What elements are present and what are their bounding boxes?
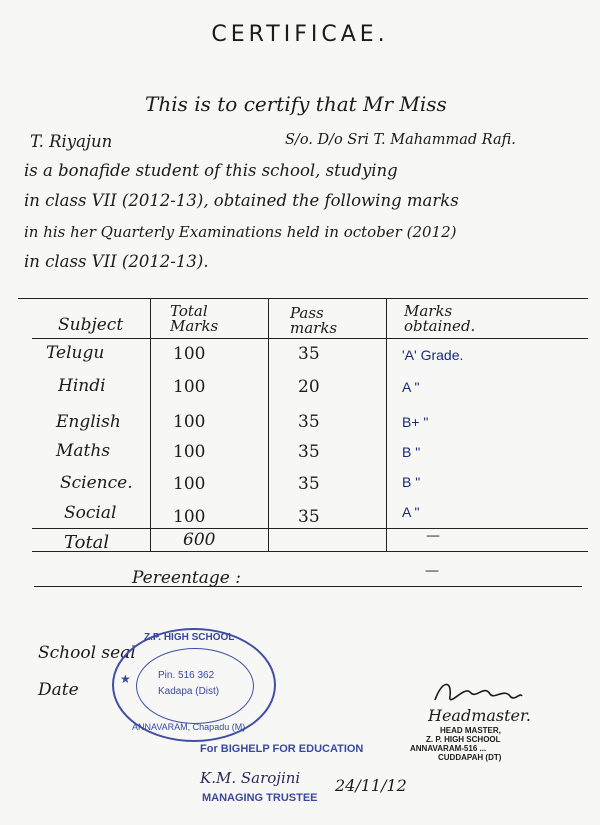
- col-rule-1: [150, 298, 151, 551]
- row-subject: Maths: [56, 441, 111, 461]
- table-bottom-rule: [32, 551, 588, 552]
- row-grade: B ": [402, 444, 421, 460]
- total-value: 600: [183, 530, 216, 550]
- star-icon: ★: [120, 672, 131, 686]
- seal-bottom-text: ANNAVARAM, Chapadu (M): [132, 722, 246, 732]
- body-line-4: in class VII (2012-13), obtained the following marks: [24, 191, 459, 210]
- seal-district: Kadapa (Dist): [158, 686, 220, 697]
- parent-name: S/o. D/o Sri T. Mahammad Rafi.: [285, 132, 516, 148]
- hm-stamp-line4: CUDDAPAH (DT): [438, 753, 502, 762]
- header-subject: Subject: [58, 315, 124, 335]
- row-pass: 20: [298, 377, 320, 397]
- certificate-title: CERTIFICAE.: [211, 22, 389, 47]
- trust-name: For BIGHELP FOR EDUCATION: [200, 743, 364, 755]
- percentage-value: —: [425, 563, 439, 579]
- body-line-6: in class VII (2012-13).: [24, 252, 209, 271]
- row-subject: Hindi: [58, 376, 106, 396]
- headmaster-label: Headmaster.: [428, 706, 531, 725]
- header-pass-marks: Pass marks: [290, 304, 338, 337]
- row-pass: 35: [298, 344, 320, 364]
- row-subject: Science.: [60, 473, 133, 493]
- row-grade: 'A' Grade.: [402, 347, 464, 363]
- col-rule-2: [268, 298, 269, 551]
- signed-date: 24/11/12: [335, 776, 407, 795]
- table-top-rule: [18, 298, 588, 299]
- row-total: 100: [173, 442, 206, 462]
- school-seal-stamp: [112, 628, 276, 742]
- table-header-rule: [32, 338, 588, 339]
- row-total: 100: [173, 412, 206, 432]
- header-total-marks: Total Marks: [170, 302, 219, 335]
- row-subject: Social: [64, 503, 117, 523]
- header-marks-obtained: Marks obtained.: [404, 302, 476, 335]
- row-grade: A ": [402, 379, 420, 395]
- hm-stamp-line3: ANNAVARAM-516 ...: [410, 744, 487, 753]
- row-pass: 35: [298, 474, 320, 494]
- row-pass: 35: [298, 507, 320, 527]
- row-total: 100: [173, 344, 206, 364]
- student-name: T. Riyajun: [30, 132, 113, 151]
- row-total: 100: [173, 377, 206, 397]
- row-pass: 35: [298, 412, 320, 432]
- hm-stamp-line1: HEAD MASTER,: [440, 726, 501, 735]
- row-pass: 35: [298, 442, 320, 462]
- date-label: Date: [38, 680, 79, 700]
- seal-pin: Pin. 516 362: [158, 670, 215, 681]
- trustee-title: MANAGING TRUSTEE: [202, 792, 318, 804]
- body-line-3: is a bonafide student of this school, studying: [24, 161, 398, 180]
- percentage-rule: [34, 586, 582, 587]
- row-total: 100: [173, 474, 206, 494]
- marks-table: [18, 296, 588, 554]
- row-grade: B+ ": [402, 414, 429, 430]
- body-line-5: in his her Quarterly Examinations held in october (2012): [24, 223, 457, 241]
- row-subject: Telugu: [46, 343, 105, 363]
- row-grade: B ": [402, 474, 421, 490]
- total-obtained-dash: —: [426, 528, 440, 544]
- row-subject: English: [56, 412, 121, 432]
- row-grade: A ": [402, 504, 420, 520]
- school-seal-label: School seal: [38, 643, 136, 663]
- row-total: 100: [173, 507, 206, 527]
- col-rule-3: [386, 298, 387, 551]
- total-label: Total: [64, 532, 110, 553]
- seal-top-text: Z.P. HIGH SCHOOL: [144, 632, 235, 643]
- table-total-rule: [32, 528, 588, 529]
- trustee-signature: K.M. Sarojini: [200, 769, 301, 787]
- hm-stamp-line2: Z. P. HIGH SCHOOL: [426, 735, 501, 744]
- percentage-label: Pereentage :: [132, 568, 241, 588]
- certify-line: This is to certify that Mr Miss: [145, 92, 447, 116]
